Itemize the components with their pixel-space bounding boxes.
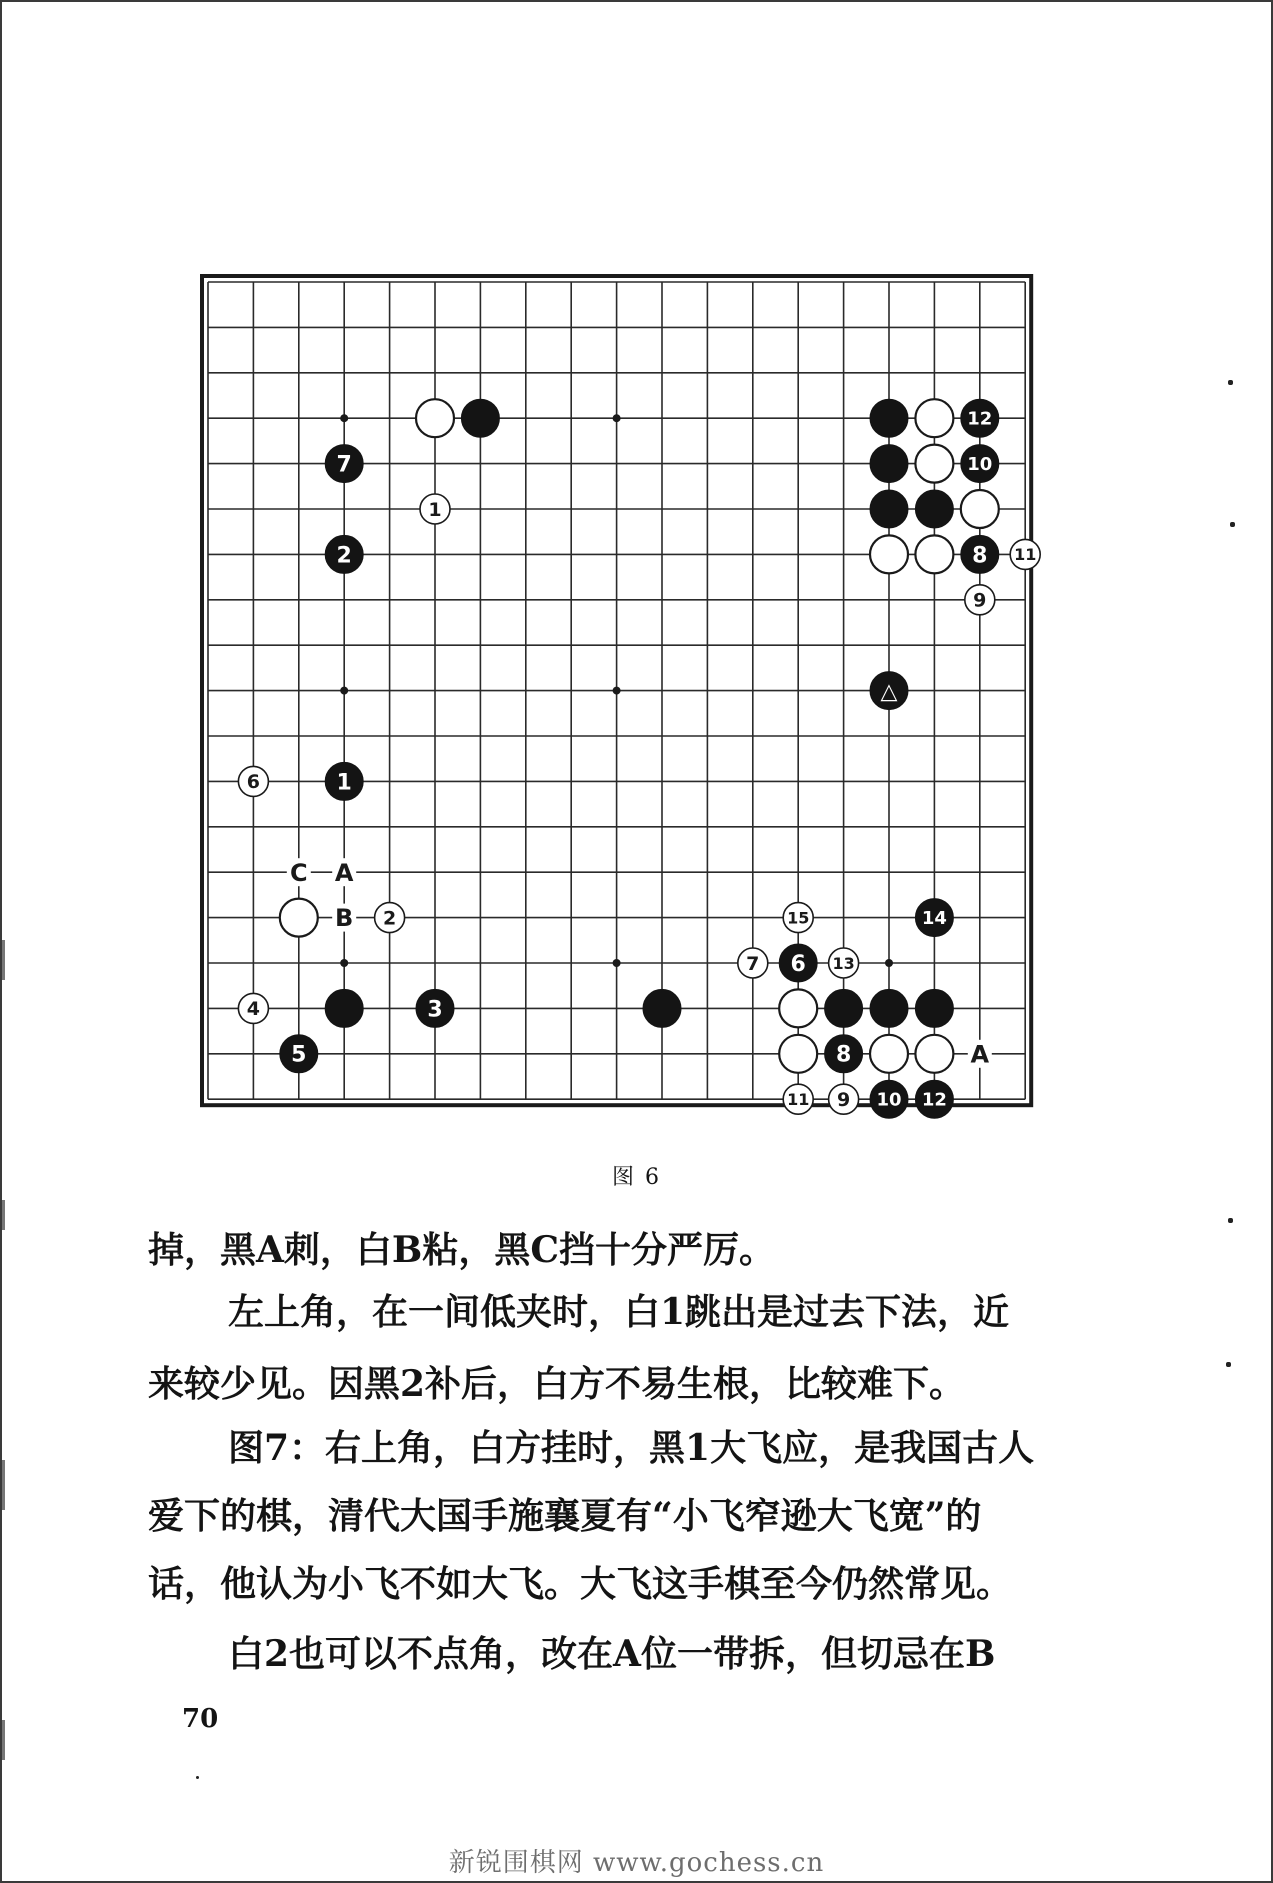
white-stone: [870, 535, 908, 573]
board-letter-label: B: [335, 904, 354, 933]
white-move-label: 9: [973, 589, 987, 612]
black-stone-label: 1: [336, 770, 352, 796]
black-stone-label: 14: [921, 908, 947, 930]
black-stone: [325, 989, 363, 1027]
white-stone: [915, 445, 953, 483]
white-stone: [779, 1035, 817, 1073]
black-stone: [825, 989, 863, 1027]
black-stone-label: 10: [876, 1089, 902, 1111]
star-point: [340, 687, 348, 695]
star-point: [340, 959, 348, 967]
black-stone: [915, 989, 953, 1027]
board-letter-label: A: [970, 1040, 990, 1069]
paragraph-line-5: 爱下的棋，清代大国手施襄夏有“小飞窄逊大飞宽”的: [148, 1495, 982, 1537]
black-stone: [643, 989, 681, 1027]
black-stone-label: 12: [921, 1089, 947, 1111]
black-stone-label: 8: [835, 1042, 852, 1068]
white-stone: [915, 1035, 953, 1073]
paragraph-line-7: 白2也可以不点角，改在A位一带拆，但切忌在B: [228, 1633, 996, 1675]
black-stone-label: 3: [427, 997, 443, 1023]
black-stone-label: △: [880, 679, 898, 705]
site-watermark: 新锐围棋网 www.gochess.cn: [448, 1848, 825, 1878]
white-move-label: 11: [787, 1089, 810, 1109]
page-number: 70: [182, 1704, 219, 1734]
paragraph-line-6: 话，他认为小飞不如大飞。大飞这手棋至今仍然常见。: [148, 1563, 1013, 1605]
white-stone: [779, 989, 817, 1027]
white-stone: [961, 490, 999, 528]
ink-speck: [1230, 522, 1235, 527]
white-move-label: 1: [428, 498, 442, 521]
figure-caption: 图 6: [612, 1165, 661, 1190]
paragraph-line-4: 图7：右上角，白方挂时，黑1大飞应，是我国古人: [228, 1427, 1035, 1469]
ink-speck: [1228, 380, 1233, 385]
paragraph-line-1: 掉，黑A刺，白B粘，黑C挡十分严厉。: [148, 1229, 776, 1271]
white-stone: [280, 899, 318, 937]
white-move-label: 15: [787, 908, 810, 928]
black-stone: [870, 490, 908, 528]
star-point: [613, 959, 621, 967]
black-stone: [870, 989, 908, 1027]
board-letter-label: C: [289, 858, 308, 887]
black-stone-label: 12: [967, 408, 993, 430]
white-stone: [915, 399, 953, 437]
black-stone: [461, 399, 499, 437]
white-move-label: 13: [832, 953, 855, 973]
black-stone: [870, 399, 908, 437]
white-move-label: 11: [1014, 545, 1037, 565]
ink-speck: [1228, 1218, 1233, 1223]
star-point: [613, 687, 621, 695]
white-stone: [870, 1035, 908, 1073]
board-letter-label: A: [334, 858, 354, 887]
black-stone-label: 5: [291, 1042, 307, 1068]
star-point: [885, 959, 893, 967]
black-stone: [915, 490, 953, 528]
white-move-label: 9: [836, 1089, 851, 1112]
black-stone-label: 2: [336, 543, 352, 569]
paragraph-line-2: 左上角，在一间低夹时，白1跳出是过去下法，近: [228, 1291, 1010, 1333]
black-stone-label: 6: [790, 951, 806, 977]
white-move-label: 6: [246, 771, 261, 794]
paragraph-line-3: 来较少见。因黑2补后，白方不易生根，比较难下。: [148, 1363, 966, 1405]
star-point: [613, 414, 621, 422]
ink-speck: [196, 1776, 199, 1779]
black-stone-label: 7: [336, 452, 352, 478]
white-move-label: 7: [746, 952, 760, 975]
white-move-label: 2: [382, 907, 397, 930]
star-point: [340, 414, 348, 422]
white-move-label: 4: [246, 998, 261, 1021]
black-stone-label: 8: [972, 543, 988, 569]
ink-speck: [1226, 1362, 1231, 1367]
white-stone: [915, 535, 953, 573]
black-stone: [870, 445, 908, 483]
white-stone: [416, 399, 454, 437]
black-stone-label: 10: [967, 454, 993, 476]
